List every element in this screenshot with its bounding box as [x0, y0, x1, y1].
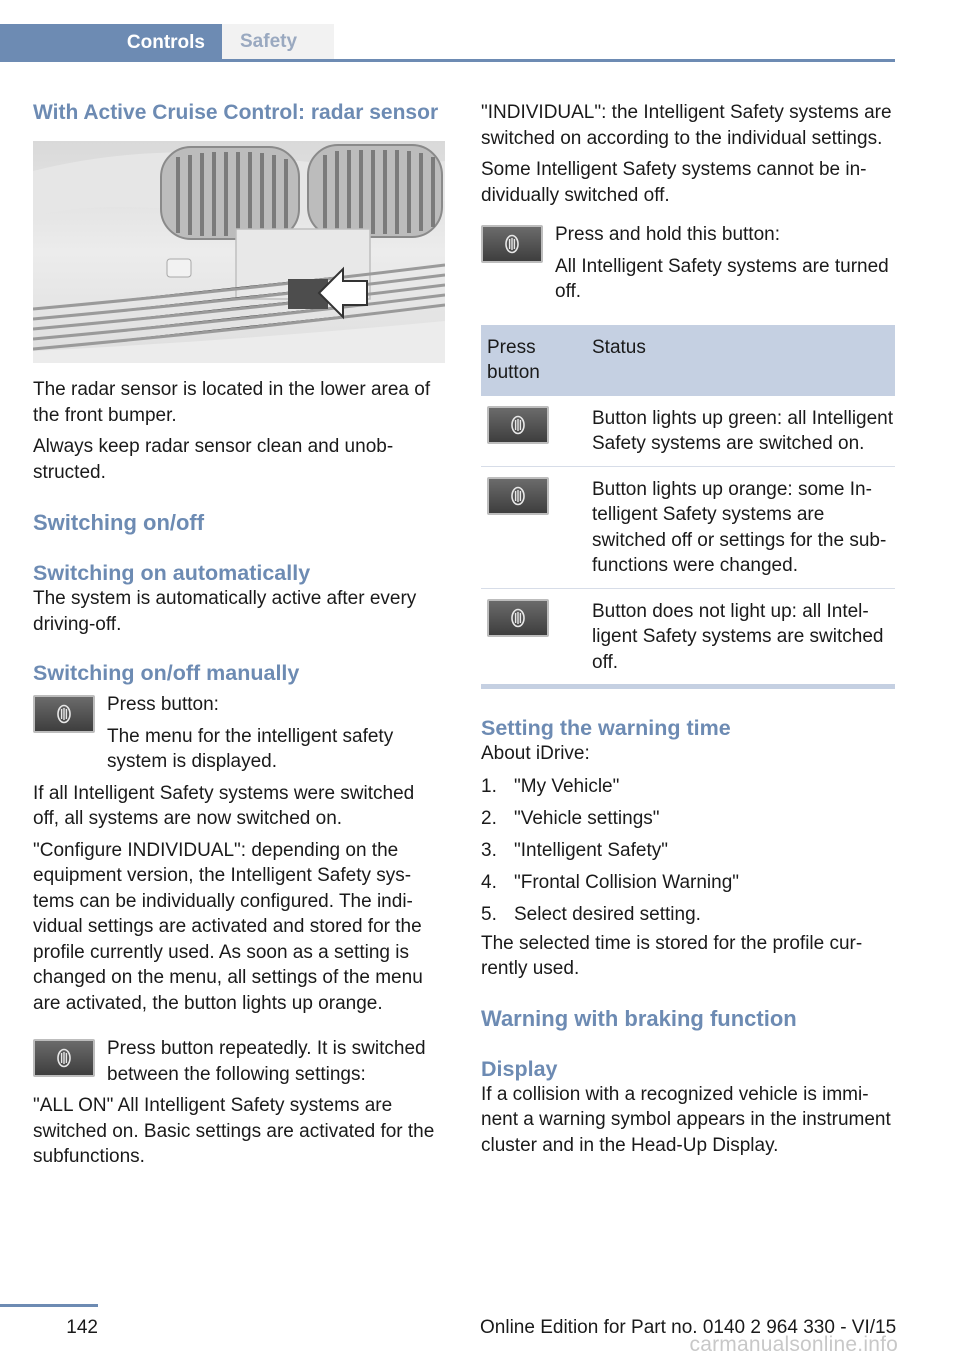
page-number: 142: [66, 1317, 98, 1338]
heading-switching-auto: Switching on automatically: [33, 561, 311, 585]
right-column: [481, 100, 895, 1158]
press-button-label: Press button:: [107, 694, 219, 715]
table-row: [481, 467, 895, 589]
about-idrive: About iDrive:: [481, 743, 590, 764]
radar-paragraph-2: Always keep radar sensor clean and unobstructed.: [33, 436, 394, 483]
press-button-row: [33, 692, 445, 775]
heading-braking-function: Warning with braking function: [481, 1005, 797, 1031]
heading-display: Display: [481, 1056, 558, 1081]
table-row: [481, 396, 895, 467]
table-bottom-rule: [481, 684, 895, 689]
radar-sensor-image: [33, 141, 445, 363]
table-header: [481, 325, 895, 396]
intelligent-safety-button: [481, 225, 543, 263]
intelligent-safety-button: [487, 406, 549, 444]
heading-switching-manual: Switching on/off manually: [33, 661, 300, 685]
tab-controls[interactable]: Controls: [0, 24, 222, 62]
list-item: 4. "Frontal Collision Warning": [481, 871, 740, 893]
display-paragraph: If a collision with a recognized vehicle is imminent a warning symbol appears in the instrument cluster and in the Head-Up Display.: [481, 1083, 891, 1156]
heading-radar-sensor: With Active Cruise Control: radar sensor: [33, 101, 439, 124]
table-header-press-button: Press button: [487, 336, 540, 383]
table-status-text: Button lights up green: all Intelligent Safety systems are switched on.: [592, 407, 894, 454]
all-on-paragraph: "ALL ON" All Intelligent Safety systems are switched on. Basic settings are activated for the subfunctions.: [33, 1095, 435, 1167]
press-repeatedly-text: Press button repeatedly. It is switched between the following settings:: [107, 1038, 426, 1085]
edition-line: Online Edition for Part no. 0140 2 964 330 - VI/15: [480, 1317, 897, 1338]
intelligent-safety-icon: [56, 704, 72, 724]
section-header: [0, 24, 895, 62]
individual-paragraph: "INDIVIDUAL": the Intelligent Safety systems are switched on according to the individual settings.: [481, 102, 892, 149]
watermark: carmanualsonline.info: [689, 1333, 898, 1356]
table-status-text: Button lights up orange: some Intelligent Safety systems are switched off or settings for the sub-functions were changed.: [592, 478, 887, 576]
list-item: 2. "Vehicle settings": [481, 807, 660, 829]
list-item: 3. "Intelligent Safety": [481, 839, 668, 861]
table-status-text: Button does not light up: all Intelligent Safety systems are switched off.: [592, 600, 884, 673]
list-item: 5. Select desired setting.: [481, 903, 701, 925]
heading-warning-time: Setting the warning time: [481, 716, 731, 740]
press-repeatedly-row: [33, 1036, 445, 1087]
tab-safety[interactable]: Safety: [222, 24, 334, 59]
intelligent-safety-button: [487, 599, 549, 637]
radar-paragraph-1: The radar sensor is located in the lower area of the front bumper.: [33, 379, 431, 426]
intelligent-safety-icon: [510, 415, 526, 435]
table-header-status: Status: [592, 336, 646, 358]
press-hold-label: Press and hold this button:: [555, 224, 780, 245]
intelligent-safety-button: [33, 1039, 95, 1077]
cannot-switch-off-paragraph: Some Intelligent Safety systems cannot be individually switched off.: [481, 159, 867, 206]
intelligent-safety-icon: [56, 1048, 72, 1068]
auto-paragraph: The system is automatically active after every driving-off.: [33, 588, 417, 635]
all-off-line: All Intelligent Safety systems are turned off.: [555, 255, 889, 302]
intelligent-safety-button: [33, 695, 95, 733]
idrive-steps: [481, 771, 895, 931]
configure-individual-paragraph: "Configure INDIVIDUAL": depending on the equipment version, the Intelligent Safety systems can be individually configured. The individual settings are activated and stored for the profile currently used. As soon as a setting is changed on the menu, all settings of the menu are activated, the button lights up orange.: [33, 839, 423, 1014]
left-column: [33, 100, 445, 1170]
intelligent-safety-icon: [504, 234, 520, 254]
intelligent-safety-button: [487, 477, 549, 515]
stored-paragraph: The selected time is stored for the profile currently used.: [481, 932, 863, 979]
footer-rule: [0, 1304, 98, 1307]
header-rule: [0, 59, 895, 62]
button-status-table: [481, 325, 895, 690]
press-hold-row: [481, 222, 895, 305]
all-switched-on-paragraph: If all Intelligent Safety systems were switched off, all systems are now switched on.: [33, 782, 415, 829]
heading-switching: Switching on/off: [33, 510, 205, 535]
menu-displayed-line: The menu for the intelligent safety system is displayed.: [107, 725, 394, 772]
intelligent-safety-icon: [510, 486, 526, 506]
intelligent-safety-icon: [510, 608, 526, 628]
table-row: [481, 589, 895, 685]
list-item: 1. "My Vehicle": [481, 775, 620, 797]
